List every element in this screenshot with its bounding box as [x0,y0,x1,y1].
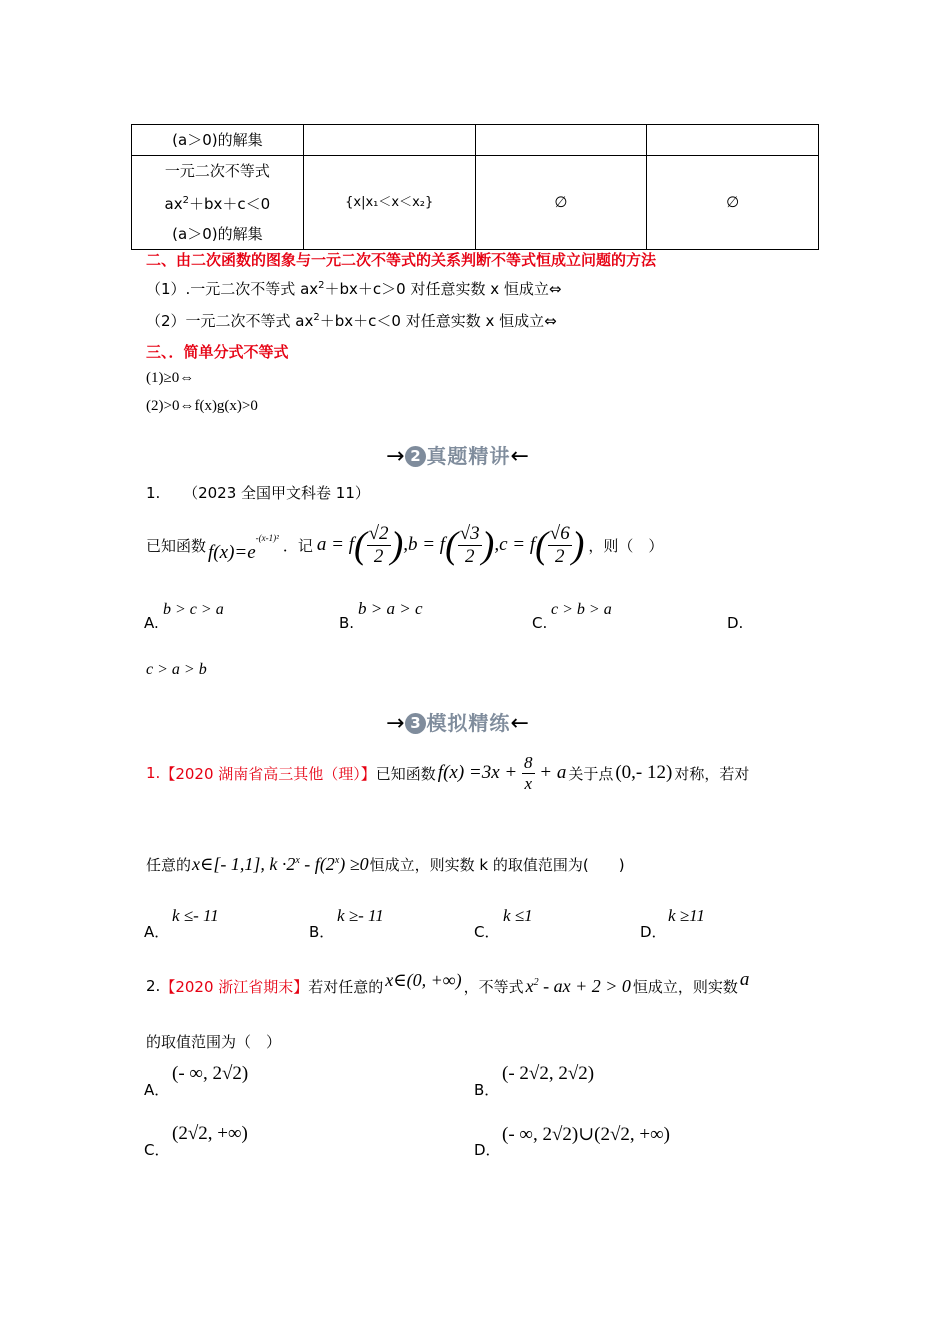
table-cell: (a＞0)的解集 [132,125,304,156]
section-2-item-2: （2）一元二次不等式 $ax^2+bx+c<0$ 对任意实数 x 恒成立⇔ [146,312,557,330]
q2-option-d[interactable]: (- ∞, 2√2)∪(2√2, +∞) [502,1124,670,1145]
option-a-label: A. [144,614,159,632]
section-3-title: 三、．简单分式不等式 [146,343,289,361]
stem-text: 任意的 [146,855,192,874]
option-c[interactable]: c > b > a [551,601,612,618]
number-badge: 2 [405,446,426,467]
q1-option-a-label: A． [144,923,170,941]
q2-option-a[interactable]: (- ∞, 2√2) [172,1063,249,1084]
q2-option-b[interactable]: (- 2√2, 2√2) [502,1063,595,1084]
option-b-label: B. [339,614,355,632]
q2-option-d-label: D． [474,1141,501,1159]
q2-stem-line2: 的取值范围为（ ） [146,1033,282,1051]
q2-option-c-label: C． [144,1141,170,1159]
q1-stem [146,748,749,798]
banner-simulation [386,707,530,736]
formula-abc: a = f( $\frac{√2}{2}$ ),b = f( $\frac{√3}{2}$ ),c = f( $\frac{√6}{2}$ ) [316,522,585,567]
table-cell [132,156,304,250]
stem-text: ．记 [282,536,313,555]
q1-number: 1. [146,764,161,782]
stem-text: ，不等式 [463,977,524,996]
stem-text: ，则（ ） [588,536,664,555]
formula-q2-domain: x∈(0, +∞) [385,969,462,990]
stem-text: 已知函数 [146,536,207,555]
q1-option-b-label: B． [309,923,335,941]
option-c-label: C. [532,614,548,632]
stem-text: 关于点 [568,764,614,783]
formula-q1-condition: x∈[- 1,1], $k \cdot 2^x - f(2^x) \ge 0$ [192,853,369,874]
question-header [146,482,370,503]
section-2-item-1: （1）.一元二次不等式 $ax^2+bx+c>0$ 对任意实数 x 恒成立⇔ [146,280,562,298]
q2-source: 【2020 浙江省期末】 [160,977,309,996]
section-3-item-2: (2)>0⇔f(x)g(x)>0 [146,398,258,414]
q1-option-c[interactable]: k ≤1 [503,906,533,925]
banner-text: 模拟精练 [426,711,511,735]
q2-stem [146,966,749,1006]
banner-text: 真题精讲 [426,444,511,468]
q1-stem-line2 [146,846,625,882]
stem-text: 对称，若对 [674,764,750,783]
stem-text: 已知函数 [375,764,436,783]
q1-option-b[interactable]: k ≥- 11 [337,906,384,925]
q2-option-a-label: A． [144,1081,170,1099]
stem-text: 恒成立，则实数 [632,977,738,996]
formula-q2-ineq: $x^2$ - ax + 2 > 0 [525,975,631,996]
question-source: （2023 全国甲文科卷 11） [183,484,370,502]
q2-option-c[interactable]: (2√2, +∞) [172,1123,248,1144]
section-2-title: 二、由二次函数的图象与一元二次不等式的关系判断不等式恒成立问题的方法 [146,251,657,269]
question-number: 1. [146,484,161,502]
right-arrow-icon: ← [510,444,530,469]
cell-line: $ax^2+bx+c<0$ [164,195,271,213]
stem-text: 恒成立，则实数 k 的取值范围为( ) [369,855,625,874]
option-d-label: D. [727,614,744,632]
left-arrow-icon: → [386,444,406,469]
table-cell [475,125,647,156]
q1-option-d-label: D． [640,923,667,941]
table-cell: {x|x₁＜x＜x₂} [303,156,475,250]
table-row [132,156,819,250]
table-cell: ∅ [647,156,819,250]
formula-point: (0,- 12) [615,762,673,783]
stem-text: 若对任意的 [308,977,384,996]
cell-line: (a＞0)的解集 [172,225,263,243]
question-stem [146,515,663,575]
option-a[interactable]: b > c > a [163,601,224,618]
table-row [132,125,819,156]
table-cell [303,125,475,156]
left-arrow-icon: → [386,711,406,736]
q1-source: 【2020 湖南省高三其他（理）】 [160,764,376,783]
q1-option-a[interactable]: k ≤- 11 [172,906,219,925]
q2-option-b-label: B． [474,1081,500,1099]
right-arrow-icon: ← [510,711,530,736]
formula-q1-f: f(x) =3x + $\frac{8}{x}$ + a [437,752,567,793]
solution-table [131,124,819,250]
q1-option-d[interactable]: k ≥11 [668,906,705,925]
banner-real-exam [386,440,530,469]
table-cell: ∅ [475,156,647,250]
var-a: a [739,969,750,990]
q1-option-c-label: C． [474,923,500,941]
cell-line: 一元二次不等式 [164,162,270,180]
section-3-item-1: (1)≥0⇔ [146,370,195,386]
option-d[interactable]: c > a > b [146,661,207,678]
number-badge: 3 [405,713,426,734]
formula-f: $f(x)=e^{-(x-1)^2}$ [208,532,279,563]
q2-number: 2. [146,977,161,995]
table-cell [647,125,819,156]
option-b[interactable]: b > a > c [358,599,423,618]
